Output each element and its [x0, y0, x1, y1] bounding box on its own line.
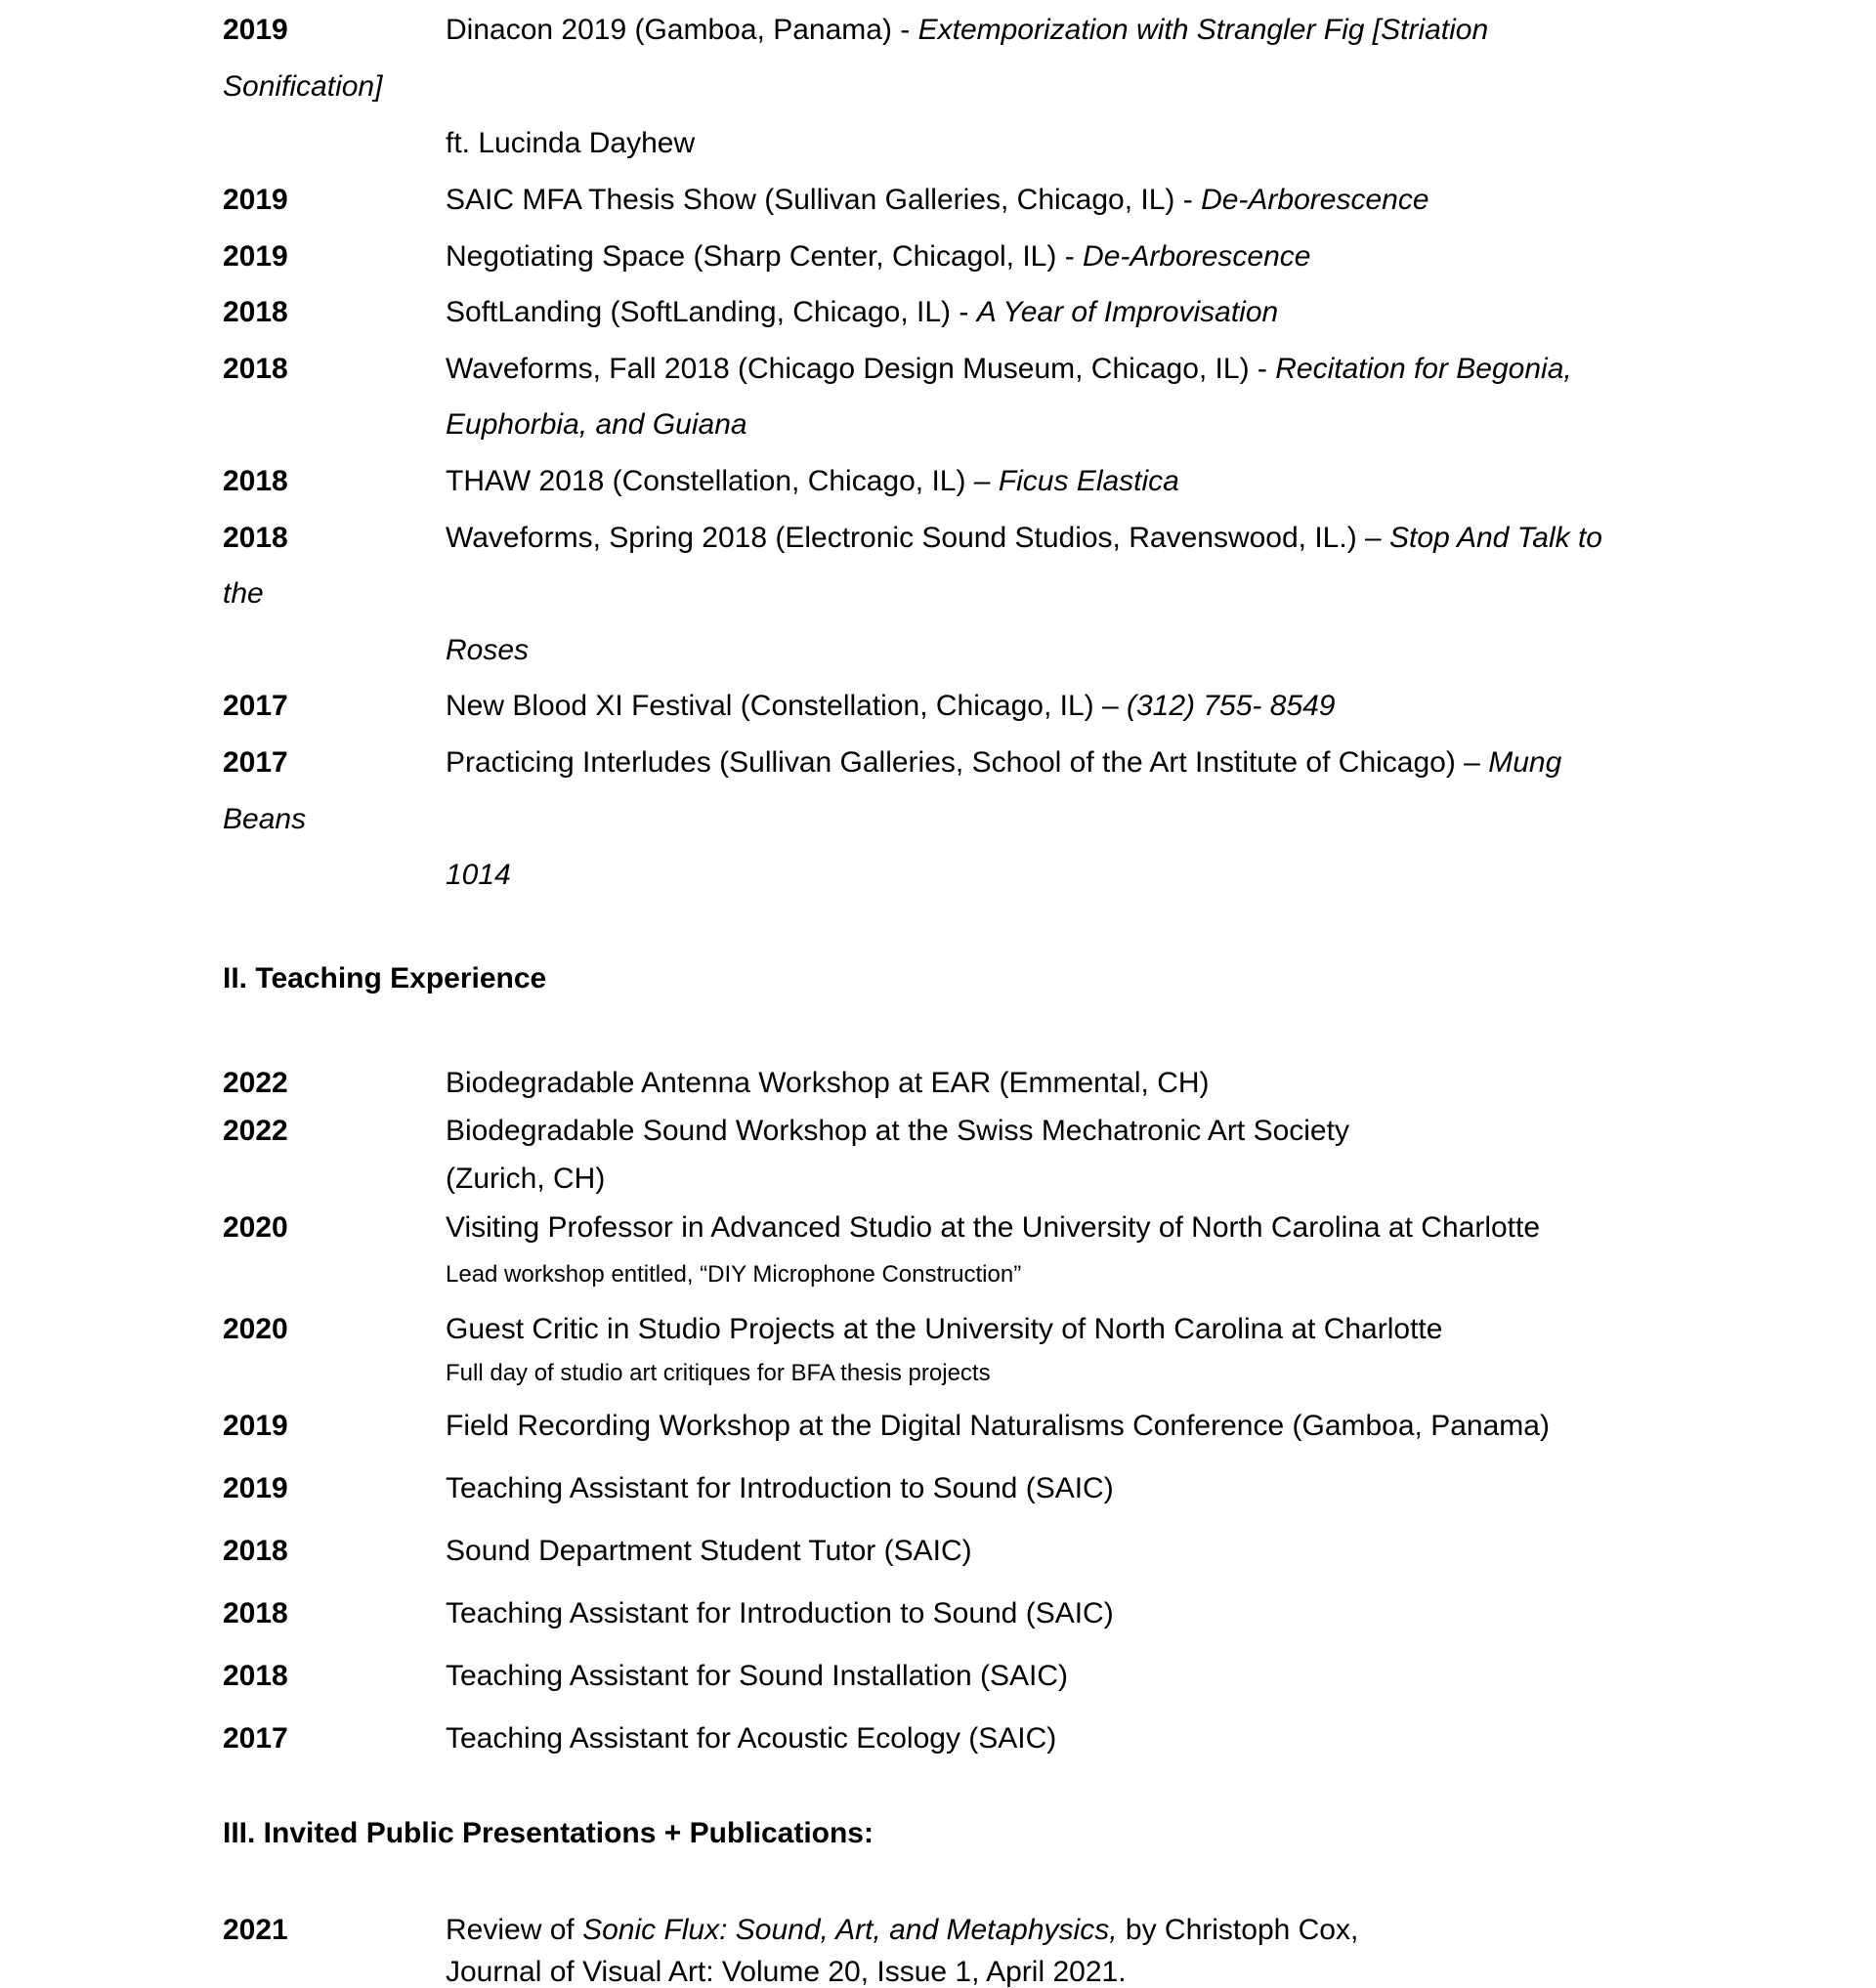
teaching-year: 2019	[223, 1410, 288, 1442]
exhibition-title: (312) 755- 8549	[1127, 690, 1336, 722]
teaching-entry: Field Recording Workshop at the Digital Naturalisms Conference (Gamboa, Panama)	[446, 1410, 1550, 1442]
section-heading-teaching: II. Teaching Experience	[223, 962, 547, 994]
teaching-entry: Teaching Assistant for Introduction to Sound (SAIC)	[446, 1472, 1114, 1504]
exhibition-entry	[446, 14, 1488, 46]
section-heading-presentations: III. Invited Public Presentations + Publications:	[223, 1817, 874, 1849]
exhibition-title-cont: 1014	[446, 859, 511, 891]
exhibition-title: Stop And Talk to	[1389, 522, 1602, 554]
teaching-entry: Guest Critic in Studio Projects at the University of North Carolina at Charlotte	[446, 1313, 1443, 1345]
exhibition-title: Extemporization with Strangler Fig [Striation	[917, 14, 1489, 46]
teaching-entry: Biodegradable Antenna Workshop at EAR (Emmental, CH)	[446, 1067, 1210, 1099]
presentation-year: 2021	[223, 1914, 288, 1946]
exhibition-entry	[446, 690, 1336, 722]
exhibition-venue: Waveforms, Fall 2018 (Chicago Design Museum, Chicago, IL) -	[446, 353, 1276, 385]
teaching-note: Full day of studio art critiques for BFA thesis projects	[446, 1360, 991, 1386]
exhibition-year: 2019	[223, 184, 288, 216]
teaching-note: Lead workshop entitled, “DIY Microphone Construction”	[446, 1261, 1022, 1288]
exhibition-venue: New Blood XI Festival (Constellation, Chicago, IL) –	[446, 690, 1127, 722]
exhibition-entry	[446, 240, 1310, 273]
teaching-entry: Teaching Assistant for Sound Installation (SAIC)	[446, 1660, 1069, 1692]
exhibition-entry	[446, 522, 1602, 554]
exhibition-title: A Year of Improvisation	[976, 296, 1279, 328]
teaching-entry: Teaching Assistant for Acoustic Ecology (SAIC)	[446, 1722, 1057, 1755]
exhibition-title-cont: Roses	[446, 634, 530, 666]
teaching-entry: Sound Department Student Tutor (SAIC)	[446, 1535, 972, 1567]
exhibition-year: 2018	[223, 296, 288, 328]
exhibition-title-cont: Euphorbia, and Guiana	[446, 408, 747, 441]
exhibition-title-cont: Sonification]	[223, 70, 383, 103]
exhibition-title-cont: the	[223, 577, 264, 610]
teaching-year: 2018	[223, 1597, 288, 1629]
exhibition-entry	[446, 184, 1429, 216]
teaching-year: 2020	[223, 1313, 288, 1345]
exhibition-entry	[446, 353, 1572, 385]
teaching-entry: Teaching Assistant for Introduction to Sound (SAIC)	[446, 1597, 1114, 1629]
teaching-year: 2018	[223, 1660, 288, 1692]
presentation-title: Sonic Flux: Sound, Art, and Metaphysics,	[582, 1914, 1118, 1946]
exhibition-title: De-Arborescence	[1083, 240, 1311, 273]
teaching-year: 2022	[223, 1067, 288, 1099]
teaching-year: 2019	[223, 1472, 288, 1504]
exhibition-title: De-Arborescence	[1201, 184, 1429, 216]
teaching-year: 2022	[223, 1115, 288, 1147]
exhibition-venue: Dinacon 2019 (Gamboa, Panama) -	[446, 14, 918, 46]
presentation-entry	[446, 1914, 1358, 1946]
exhibition-venue: SoftLanding (SoftLanding, Chicago, IL) -	[446, 296, 977, 328]
exhibition-year: 2017	[223, 746, 288, 779]
exhibition-title: Mung	[1488, 746, 1562, 779]
teaching-year: 2017	[223, 1722, 288, 1755]
exhibition-year: 2018	[223, 353, 288, 385]
exhibition-title: Recitation for Begonia,	[1275, 353, 1572, 385]
exhibition-title-cont: Beans	[223, 803, 307, 835]
exhibition-entry	[446, 465, 1179, 497]
exhibition-year: 2019	[223, 14, 288, 46]
teaching-year: 2020	[223, 1211, 288, 1244]
exhibition-title: Ficus Elastica	[998, 465, 1179, 497]
exhibition-entry	[446, 746, 1561, 779]
exhibition-venue: SAIC MFA Thesis Show (Sullivan Galleries, Chicago, IL) -	[446, 184, 1202, 216]
exhibition-year: 2018	[223, 465, 288, 497]
exhibition-venue: Waveforms, Spring 2018 (Electronic Sound Studios, Ravenswood, IL.) –	[446, 522, 1390, 554]
exhibition-year: 2018	[223, 522, 288, 554]
exhibition-year: 2019	[223, 240, 288, 273]
exhibition-year: 2017	[223, 690, 288, 722]
exhibition-entry	[446, 296, 1278, 328]
presentation-journal: Journal of Visual Art: Volume 20, Issue 1, April 2021.	[446, 1956, 1127, 1988]
teaching-entry-cont: (Zurich, CH)	[446, 1163, 606, 1195]
exhibition-venue: THAW 2018 (Constellation, Chicago, IL) –	[446, 465, 999, 497]
teaching-entry: Visiting Professor in Advanced Studio at the University of North Carolina at Charlotte	[446, 1211, 1541, 1244]
teaching-entry: Biodegradable Sound Workshop at the Swiss Mechatronic Art Society	[446, 1115, 1349, 1147]
presentation-prefix: Review of	[446, 1914, 583, 1946]
presentation-author: by Christoph Cox,	[1117, 1914, 1359, 1946]
exhibition-venue: Negotiating Space (Sharp Center, Chicagol, IL) -	[446, 240, 1084, 273]
exhibition-extra: ft. Lucinda Dayhew	[446, 127, 696, 159]
exhibition-venue: Practicing Interludes (Sullivan Galleries, School of the Art Institute of Chicago) –	[446, 746, 1489, 779]
teaching-year: 2018	[223, 1535, 288, 1567]
